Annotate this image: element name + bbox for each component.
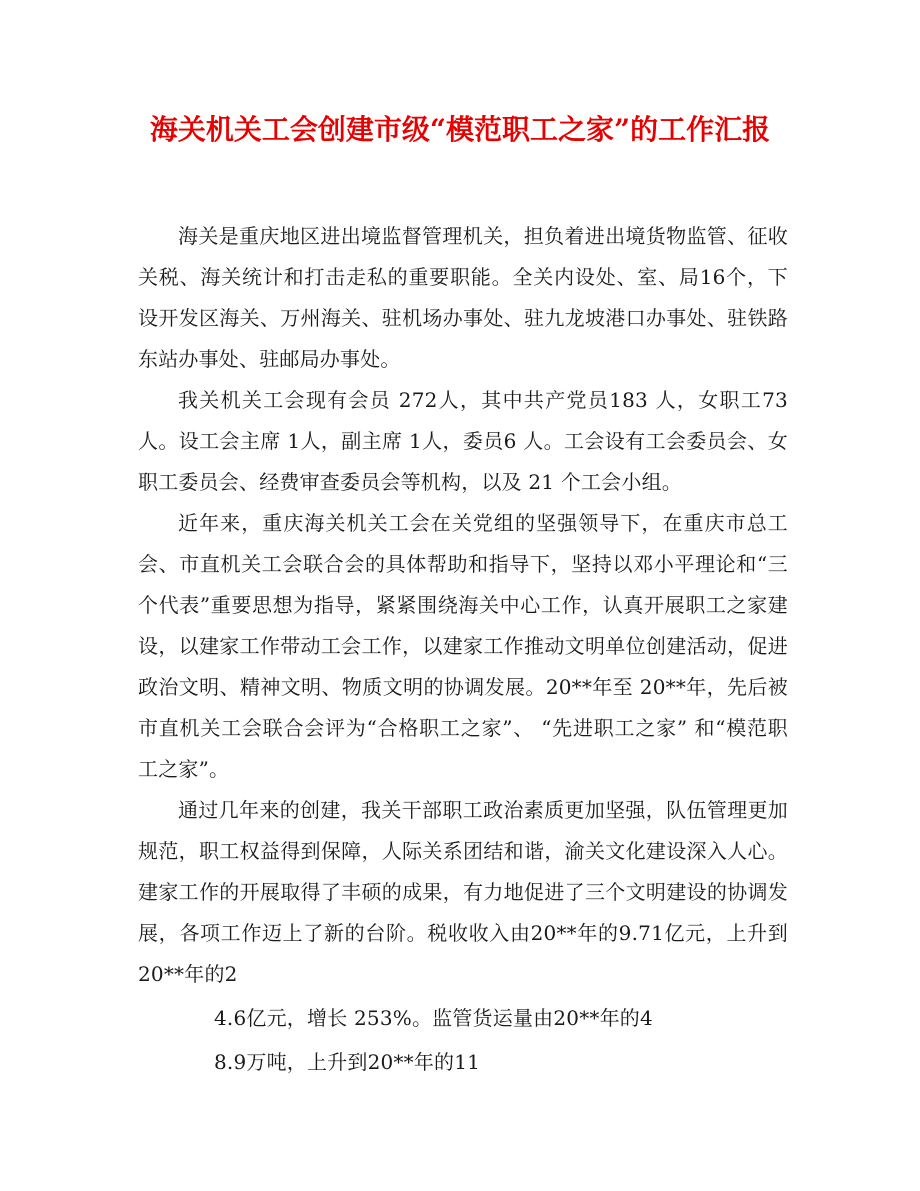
- document-body: [138, 216, 788, 1083]
- text-fragment-growth: 4.6亿元，增长 253%。监管货运量由20**年的4: [214, 1006, 653, 1030]
- text-fragment-freight: 8.9万吨，上升到20**年的11: [214, 1050, 481, 1074]
- paragraph-union-members: 我关机关工会现有会员 272人，其中共产党员183 人，女职工73人。设工会主席 1人，副主席 1人，委员6 人。工会设有工会委员会、女职工委员会、经费审查委员会等机构，以及 21 个工会小组。: [138, 388, 788, 494]
- paragraph-recent-years: 近年来，重庆海关机关工会在关党组的坚强领导下，在重庆市总工会、市直机关工会联合会的具体帮助和指导下，坚持以邓小平理论和“三个代表”重要思想为指导，紧紧围绕海关中心工作，认真开展职工之家建设，以建家工作带动工会工作，以建家工作推动文明单位创建活动，促进政治文明、精神文明、物质文明的协调发展。20**年至 20**年，先后被市直机关工会联合会评为“合格职工之家”、 “先进职工之家” 和“模范职工之家”。: [138, 511, 788, 781]
- paragraph-achievements: 通过几年来的创建，我关干部职工政治素质更加坚强，队伍管理更加规范，职工权益得到保障，人际关系团结和谐，渝关文化建设深入人心。建家工作的开展取得了丰硕的成果，有力地促进了三个文明建设的协调发展，各项工作迈上了新的台阶。税收收入由20**年的9.71亿元，上升到20**年的2: [138, 798, 788, 986]
- paragraph-customs-overview: 海关是重庆地区进出境监督管理机关，担负着进出境货物监管、征收关税、海关统计和打击走私的重要职能。全关内设处、室、局16个，下设开发区海关、万州海关、驻机场办事处、驻九龙坡港口办事处、驻铁路东站办事处、驻邮局办事处。: [138, 224, 788, 371]
- document-title: 海关机关工会创建市级“模范职工之家”的工作汇报: [149, 113, 771, 146]
